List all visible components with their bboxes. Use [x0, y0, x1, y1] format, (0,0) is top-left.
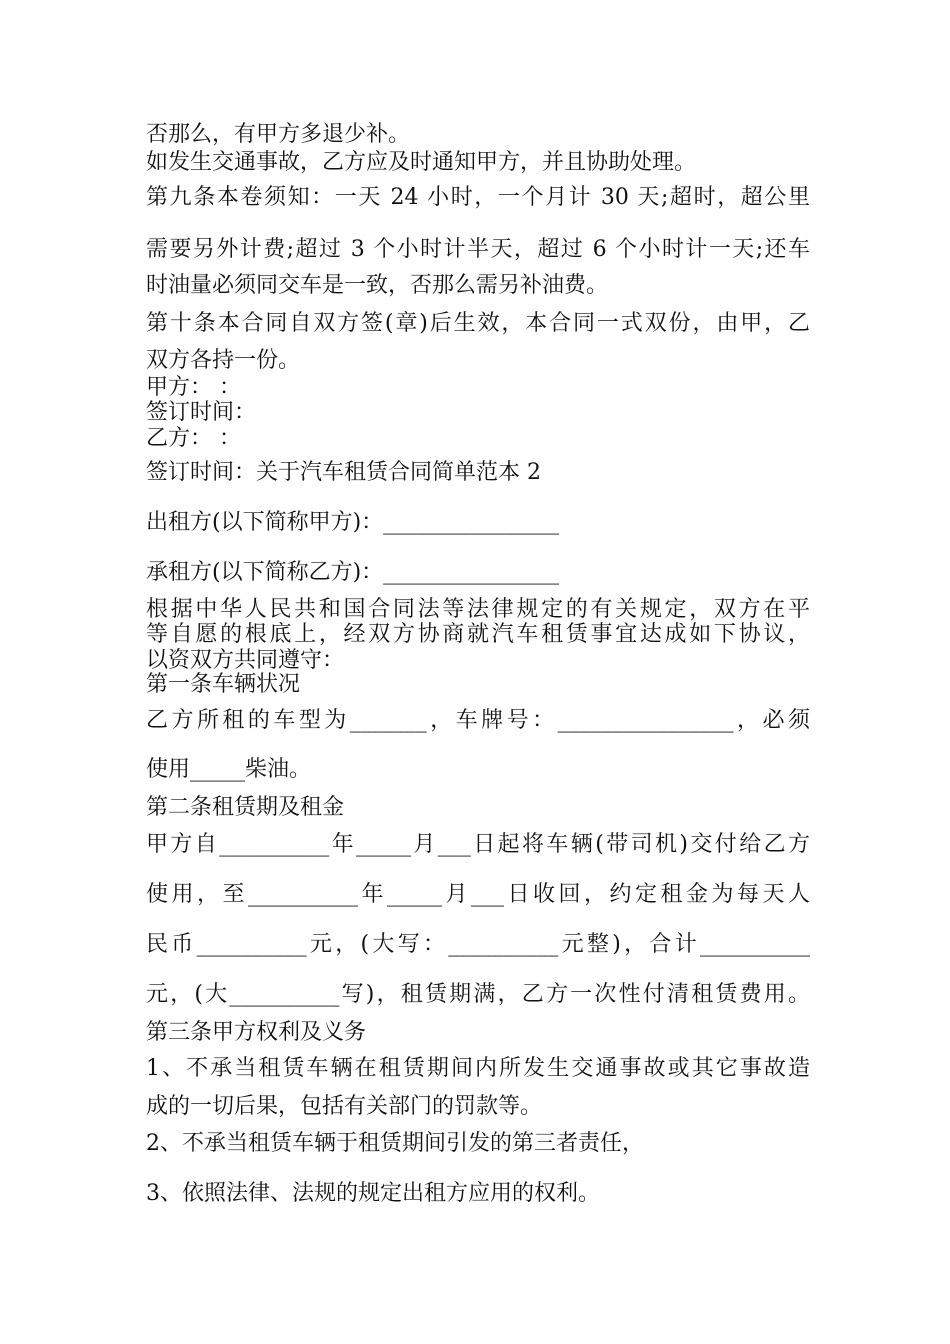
text-line: 民币__________元，(大写：__________元整)，合计__________: [146, 932, 810, 957]
text-line: 需要另外计费;超过 3 个小时计半天，超过 6 个小时计一天;还车: [146, 237, 810, 262]
text-line: 使用，至__________年_____月___日收回，约定租金为每天人: [146, 882, 810, 907]
text-line: 甲方自__________年_____月___日起将车辆(带司机)交付给乙方: [146, 832, 810, 857]
text-line: 如发生交通事故，乙方应及时通知甲方，并且协助处理。: [146, 150, 697, 175]
text-line: 乙方所租的车型为_______，车牌号：________________，必须: [146, 708, 810, 733]
text-line: 成的一切后果，包括有关部门的罚款等。: [146, 1094, 543, 1119]
signing-date-label: 签订时间：: [146, 400, 257, 425]
text-line: 第九条本卷须知：一天 24 小时，一个月计 30 天;超时，超公里: [146, 185, 810, 210]
text-line: 等自愿的根底上，经双方协商就汽车租赁事宜达成如下协议，: [146, 622, 810, 647]
text-line: 元，(大__________写)，租赁期满，乙方一次性付清租赁费用。: [146, 982, 810, 1007]
text-line: 根据中华人民共和国合同法等法律规定的有关规定，双方在平: [146, 597, 810, 622]
section-heading: 第一条车辆状况: [146, 672, 301, 697]
text-line: 2、不承当租赁车辆于租赁期间引发的第三者责任，: [146, 1131, 644, 1156]
text-line: 双方各持一份。: [146, 348, 301, 373]
signature-party-b: 乙方： ：: [146, 426, 241, 451]
lessee-line: 承租方(以下简称乙方)：________________: [146, 560, 560, 585]
text-line: 3、依照法律、法规的规定出租方应用的权利。: [146, 1181, 600, 1206]
text-line: 签订时间：关于汽车租赁合同简单范本 2: [146, 460, 541, 485]
section-heading: 第二条租赁期及租金: [146, 795, 345, 820]
section-heading: 第三条甲方权利及义务: [146, 1020, 367, 1045]
text-line: 1、不承当租赁车辆在租赁期间内所发生交通事故或其它事故造: [146, 1056, 810, 1081]
text-line: 否那么，有甲方多退少补。: [146, 122, 411, 147]
text-line: 使用_____柴油。: [146, 757, 312, 782]
signature-party-a: 甲方： ：: [146, 375, 241, 400]
text-line: 时油量必须同交车是一致，否那么需另补油费。: [146, 273, 609, 298]
text-line: 以资双方共同遵守：: [146, 648, 345, 673]
text-line: 第十条本合同自双方签(章)后生效，本合同一式双份，由甲，乙: [146, 311, 810, 336]
lessor-line: 出租方(以下简称甲方)：________________: [146, 510, 560, 535]
